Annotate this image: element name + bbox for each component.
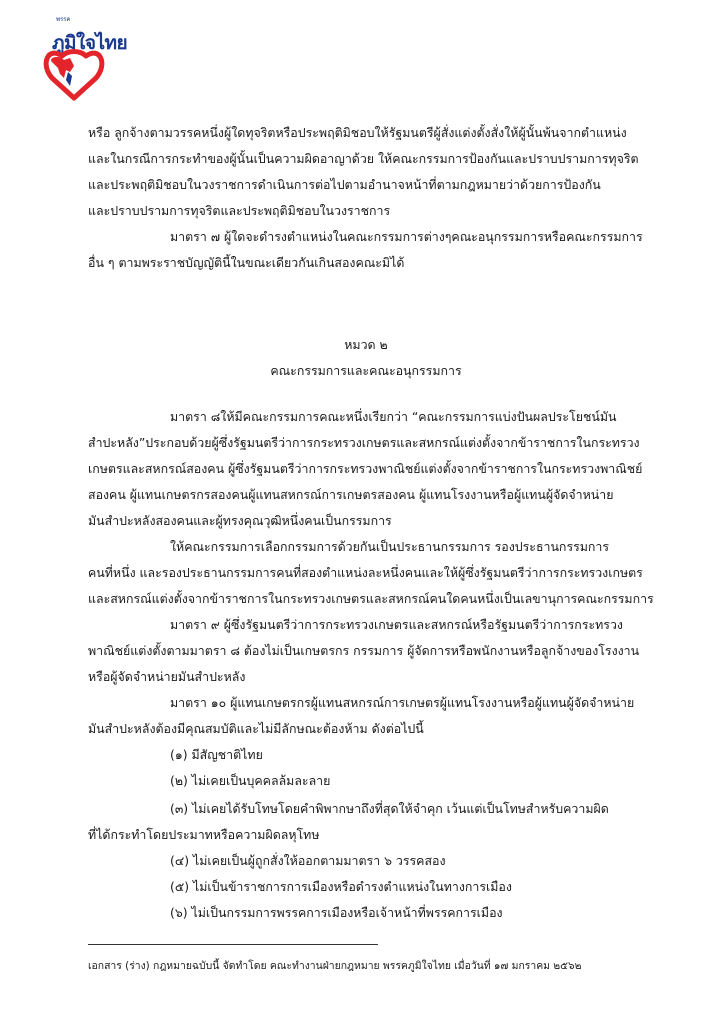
section-line: มาตรา ๘ให้มีคณะกรรมการคณะหนึ่งเรียกว่า “คณะกรรมการแบ่งปันผลประโยชน์มัน [170, 409, 617, 424]
list-item-continuation: ที่ได้กระทำโดยประมาทหรือความผิดลหุโทษ [88, 827, 320, 842]
section-line: สองคน ผู้แทนเกษตรกรสองคนผู้แทนสหกรณ์การเกษตรสองคน ผู้แทนโรงงานหรือผู้แทนผู้จัดจำหน่าย [88, 487, 614, 502]
list-item: (๒) ไม่เคยเป็นบุคคลล้มละลาย [170, 773, 331, 788]
body-line: หรือ ลูกจ้างตามวรรคหนึ่งผู้ใดทุจริตหรือประพฤติมิชอบให้รัฐมนตรีผู้สั่งแต่งตั้งสั่งให้ผู้นั้นพ้นจากตำแหน่ง [88, 125, 627, 140]
list-item: (๔) ไม่เคยเป็นผู้ถูกสั่งให้ออกตามมาตรา ๖ วรรคสอง [170, 853, 446, 868]
section-line: พาณิชย์แต่งตั้งตามมาตรา ๘ ต้องไม่เป็นเกษตรกร กรรมการ ผู้จัดการหรือพนักงานหรือลูกจ้างของโรงงาน [88, 643, 640, 658]
body-line: มาตรา ๗ ผู้ใดจะดำรงตำแหน่งในคณะกรรมการต่างๆคณะอนุกรรมการหรือคณะกรรมการ [170, 229, 643, 244]
chapter-number: หมวด ๒ [344, 337, 388, 352]
logo-party-name: ภูมิใจไทย [52, 32, 128, 54]
body-line: และประพฤติมิชอบในวงราชการดำเนินการต่อไปตามอำนาจหน้าที่ตามกฎหมายว่าด้วยการป้องกัน [88, 177, 601, 192]
list-item: (๕) ไม่เป็นข้าราชการการเมืองหรือดำรงตำแหน่งในทางการเมือง [170, 879, 512, 894]
section-line: และสหกรณ์แต่งตั้งจากข้าราชการในกระทรวงเกษตรและสหกรณ์คนใดคนหนึ่งเป็นเลขานุการคณะกรรมการ [88, 591, 654, 606]
body-line: และปราบปรามการทุจริตและประพฤติมิชอบในวงราชการ [88, 203, 391, 218]
section-line: มาตรา ๙ ผู้ซึ่งรัฐมนตรีว่าการกระทรวงเกษตรและสหกรณ์หรือรัฐมนตรีว่าการกระทรวง [170, 617, 623, 632]
heart-map-icon [18, 6, 128, 102]
footer-divider [88, 944, 378, 945]
section-line: เกษตรและสหกรณ์สองคน ผู้ซึ่งรัฐมนตรีว่าการกระทรวงพาณิชย์แต่งตั้งจากข้าราชการในกระทรวงพาณิชย์ [88, 461, 643, 476]
body-line: และในกรณีการกระทำของผู้นั้นเป็นความผิดอาญาด้วย ให้คณะกรรมการป้องกันและปราบปรามการทุจริต [88, 151, 639, 166]
section-line: คนที่หนึ่ง และรองประธานกรรมการคนที่สองตำแหน่งละหนึ่งคนและให้ผู้ซึ่งรัฐมนตรีว่าการกระทรวงเกษตร [88, 565, 643, 580]
section-line: สำปะหลัง”ประกอบด้วยผู้ซึ่งรัฐมนตรีว่าการกระทรวงเกษตรและสหกรณ์แต่งตั้งจากข้าราชการในกระทรวง [88, 435, 640, 450]
footer-note: เอกสาร (ร่าง) กฎหมายฉบับนี้ จัดทำโดย คณะทำงานฝ่ายกฎหมาย พรรคภูมิใจไทย เมื่อวันที่ ๑๗ มกราคม ๒๕๖๒ [88, 960, 582, 972]
section-line: ให้คณะกรรมการเลือกกรรมการด้วยกันเป็นประธานกรรมการ รองประธานกรรมการ [170, 539, 610, 554]
section-line: หรือผู้จัดจำหน่ายมันสำปะหลัง [88, 669, 246, 684]
party-logo [18, 6, 128, 102]
chapter-title: คณะกรรมการและคณะอนุกรรมการ [270, 363, 462, 378]
list-item: (๑) มีสัญชาติไทย [170, 747, 263, 762]
list-item: (๖) ไม่เป็นกรรมการพรรคการเมืองหรือเจ้าหน้าที่พรรคการเมือง [170, 905, 503, 920]
list-item: (๓) ไม่เคยได้รับโทษโดยคำพิพากษาถึงที่สุดให้จำคุก เว้นแต่เป็นโทษสำหรับความผิด [170, 801, 609, 816]
logo-small-text: พรรค [56, 16, 71, 23]
section-line: มันสำปะหลังสองคนและผู้ทรงคุณวุฒิหนึ่งคนเป็นกรรมการ [88, 513, 392, 528]
section-line: มันสำปะหลังต้องมีคุณสมบัติและไม่มีลักษณะต้องห้าม ดังต่อไปนี้ [88, 721, 424, 736]
section-line: มาตรา ๑๐ ผู้แทนเกษตรกรผู้แทนสหกรณ์การเกษตรผู้แทนโรงงานหรือผู้แทนผู้จัดจำหน่าย [170, 695, 635, 710]
body-line: อื่น ๆ ตามพระราชบัญญัตินี้ในขณะเดียวกันเกินสองคณะมิได้ [88, 255, 405, 270]
